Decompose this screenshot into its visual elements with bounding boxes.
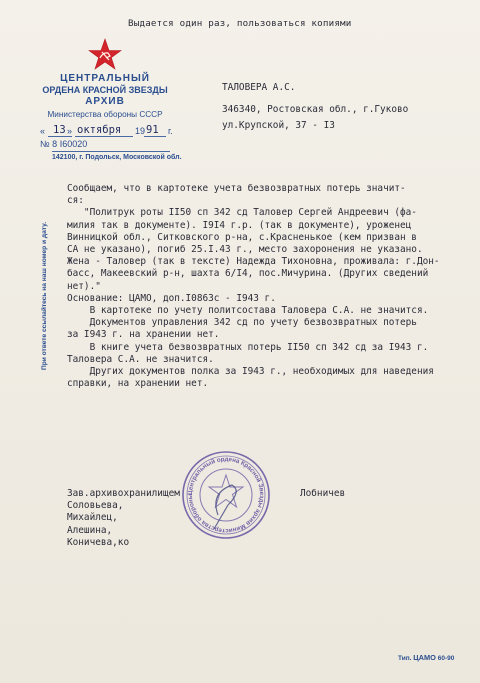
org-line-3: АРХИВ: [85, 96, 125, 107]
org-line-4: Министерства обороны СССР: [47, 110, 163, 119]
org-line-2: ОРДЕНА КРАСНОЙ ЗВЕЗДЫ: [42, 85, 168, 95]
date-year-label: г.: [168, 126, 173, 136]
form-code-name: ЦАМО: [413, 653, 436, 662]
body-line: Документов управления 342 сд по учету безвозвратных потерь: [67, 317, 417, 329]
form-code-number: 60-90: [437, 655, 455, 662]
number-value: I60020: [59, 139, 88, 149]
form-code: [398, 653, 454, 662]
date-year-suffix: 91: [146, 124, 159, 136]
org-line-1: ЦЕНТРАЛЬНЫЙ: [60, 73, 150, 84]
recipient-address-line-2: ул.Крупской, 37 - I3: [222, 120, 335, 132]
staff-name: Соловьева,: [67, 500, 124, 512]
staff-list: [67, 500, 180, 549]
archive-seal: [180, 449, 272, 541]
director-name: Лобничев: [300, 488, 346, 499]
body-line: справки, на хранении нет.: [67, 378, 209, 390]
reference-side-note: При ответе ссылайтесь на наш номер и дату.: [41, 221, 48, 370]
body-line: Таловера С.А. не значится.: [67, 353, 214, 365]
number-label: №: [40, 139, 50, 149]
body-line: ся:: [67, 195, 84, 207]
body-line: басс, Макеевский р-н, шахта 6/I4, пос.Мичурина. (Других сведений: [67, 268, 429, 280]
seal-ring-text: Центральный ордена Красной Звезды архив Министерства обороны: [186, 455, 266, 535]
header-note: Выдается один раз, пользоваться копиями: [128, 18, 352, 29]
body-line: Винницкой обл., Ситковского р-на, с.Красненькое (кем призван в: [67, 231, 417, 243]
org-address: 142100, г. Подольск, Московской обл.: [52, 154, 182, 161]
letterhead: [40, 73, 170, 121]
body-line: Основание: ЦАМО, доп.I0863с - I943 г.: [67, 292, 276, 304]
body-line: милия так в документе). I9I4 г.р. (так в документе), уроженец: [67, 219, 412, 231]
staff-name: Алешина,: [67, 524, 113, 536]
body-line: нет).": [67, 280, 101, 292]
date-day: 13: [53, 124, 66, 136]
body-line: Жена - Таловер (так в тексте) Надежда Тихоновна, проживала: г.Дон-: [67, 256, 440, 268]
letter-body: [67, 183, 467, 390]
form-code-prefix: Тип.: [398, 655, 412, 662]
body-line: СА не указано), погиб 25.I.43 г., место захоронения не указано.: [67, 244, 423, 256]
recipient-name: ТАЛОВЕРА А.С.: [222, 82, 296, 93]
staff-name: Михайлец,: [67, 512, 118, 524]
signature-title: Зав.архивохранилищем: [67, 488, 180, 499]
staff-name: Коничева,ко: [67, 536, 130, 548]
recipient-block: [222, 82, 408, 133]
date-year-prefix: 19: [135, 126, 146, 136]
letter-number: [40, 139, 190, 153]
body-line: В книге учета безвозвратных потерь II50 сп 342 сд за I943 г.: [67, 341, 429, 353]
signers-block: [67, 488, 180, 549]
body-line: В картотеке по учету политсостава Таловера С.А. не значится.: [67, 305, 429, 317]
number-prefix: 8: [52, 139, 58, 149]
red-star-icon: [88, 38, 122, 72]
body-line: за I943 г. на хранении нет.: [67, 329, 220, 341]
body-line: Сообщаем, что в картотеке учета безвозвратных потерь значит-: [67, 183, 406, 194]
date-month: октября: [77, 124, 122, 136]
letter-date: « 13 » октября 19 91 г.: [40, 124, 173, 136]
body-line: "Политрук роты II50 сп 342 сд Таловер Сергей Андреевич (фа-: [67, 207, 417, 219]
body-line: Других документов полка за I943 г., необходимых для наведения: [67, 366, 434, 378]
recipient-address-line-1: 346340, Ростовская обл., г.Гуково: [222, 104, 409, 116]
